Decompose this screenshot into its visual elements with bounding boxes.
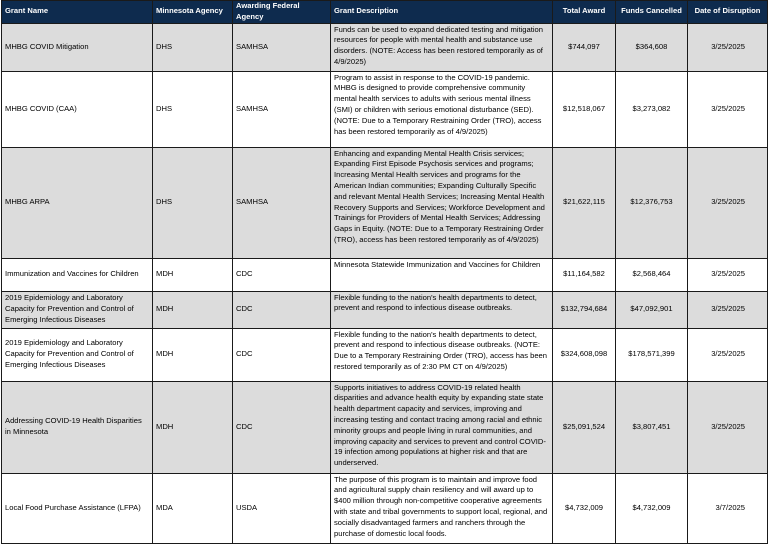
cell-grant-description: Supports initiatives to address COVID-19 related health disparities and advance health equity by expanding state state health department capacity and services, improving and increasing testing and contact tracing among racial and ethnic minority groups and people living in rural communities, and improving capacity and services to prevent and control COVID-19 infection among populations at higher risk and that are underserved. [331, 381, 553, 473]
cell-minnesota-agency: DHS [153, 23, 233, 71]
cell-federal-agency: SAMHSA [233, 71, 331, 147]
cell-grant-name: Addressing COVID-19 Health Disparities in Minnesota [2, 381, 153, 473]
cell-total-award: $744,097 [553, 23, 616, 71]
header-grant-name: Grant Name [2, 1, 153, 24]
cell-grant-name: 2019 Epidemiology and Laboratory Capacity for Prevention and Control of Emerging Infectious Diseases [2, 291, 153, 328]
cell-federal-agency: SAMHSA [233, 23, 331, 71]
cell-grant-description: Flexible funding to the nation's health departments to detect, prevent and respond to infectious disease outbreaks. [331, 291, 553, 328]
table-row [2, 23, 768, 71]
cell-federal-agency: CDC [233, 328, 331, 381]
cell-total-award: $324,608,098 [553, 328, 616, 381]
cell-grant-name: MHBG ARPA [2, 147, 153, 258]
cell-funds-cancelled: $47,092,901 [616, 291, 688, 328]
table-row [2, 147, 768, 258]
cell-grant-name: MHBG COVID (CAA) [2, 71, 153, 147]
cell-federal-agency: CDC [233, 291, 331, 328]
cell-minnesota-agency: MDH [153, 328, 233, 381]
table-row [2, 71, 768, 147]
cell-grant-name: Immunization and Vaccines for Children [2, 258, 153, 291]
cell-federal-agency: USDA [233, 473, 331, 543]
table-row [2, 291, 768, 328]
header-minnesota-agency: Minnesota Agency [153, 1, 233, 24]
cell-funds-cancelled: $3,807,451 [616, 381, 688, 473]
cell-minnesota-agency: MDA [153, 473, 233, 543]
cell-total-award: $11,164,582 [553, 258, 616, 291]
cell-funds-cancelled: $12,376,753 [616, 147, 688, 258]
header-total-award: Total Award [553, 1, 616, 24]
cell-total-award: $132,794,684 [553, 291, 616, 328]
cell-federal-agency: CDC [233, 258, 331, 291]
header-date-of-disruption: Date of Disruption [688, 1, 768, 24]
cell-minnesota-agency: DHS [153, 147, 233, 258]
cell-minnesota-agency: MDH [153, 258, 233, 291]
grants-table [1, 0, 768, 544]
cell-grant-description: Funds can be used to expand dedicated testing and mitigation resources for people with mental health and substance use disorders. (NOTE: Access has been restored temporarily as of 4/9/2025) [331, 23, 553, 71]
table-row [2, 381, 768, 473]
cell-federal-agency: SAMHSA [233, 147, 331, 258]
header-row [2, 1, 768, 24]
cell-grant-name: Local Food Purchase Assistance (LFPA) [2, 473, 153, 543]
cell-minnesota-agency: MDH [153, 381, 233, 473]
cell-date-of-disruption: 3/25/2025 [688, 23, 768, 71]
cell-federal-agency: CDC [233, 381, 331, 473]
cell-minnesota-agency: DHS [153, 71, 233, 147]
header-awarding-federal-agency: Awarding Federal Agency [233, 1, 331, 24]
cell-funds-cancelled: $3,273,082 [616, 71, 688, 147]
header-funds-cancelled: Funds Cancelled [616, 1, 688, 24]
cell-date-of-disruption: 3/25/2025 [688, 328, 768, 381]
cell-total-award: $12,518,067 [553, 71, 616, 147]
cell-date-of-disruption: 3/7/2025 [688, 473, 768, 543]
cell-date-of-disruption: 3/25/2025 [688, 147, 768, 258]
table-row [2, 473, 768, 543]
cell-funds-cancelled: $364,608 [616, 23, 688, 71]
cell-grant-description: Minnesota Statewide Immunization and Vaccines for Children [331, 258, 553, 291]
cell-grant-description: Program to assist in response to the COVID-19 pandemic. MHBG is designed to provide comprehensive community mental health services to adults with serious mental illness (SMI) or children with serious emotional disturbance (SED). (NOTE: Due to a Temporary Restraining Order (TRO), access has been restored temporarily as of 4/9/2025) [331, 71, 553, 147]
cell-grant-name: MHBG COVID Mitigation [2, 23, 153, 71]
cell-date-of-disruption: 3/25/2025 [688, 258, 768, 291]
cell-total-award: $21,622,115 [553, 147, 616, 258]
table-row [2, 328, 768, 381]
cell-date-of-disruption: 3/25/2025 [688, 291, 768, 328]
cell-total-award: $4,732,009 [553, 473, 616, 543]
cell-grant-description: Enhancing and expanding Mental Health Crisis services; Expanding First Episode Psychosis services and programs; Increasing Mental Health services and programs for the American Indian communities; Expanding Culturally Specific and relevant Mental Health Services; Increasing Mental Health Recovery Supports and Services; Workforce Development and Trainings for Providers of Mental Health Services; Addressing Gaps in Equity. (NOTE: Due to a Temporary Restraining Order (TRO), access has been restored temporarily as of 4/9/2025) [331, 147, 553, 258]
table-row [2, 258, 768, 291]
cell-funds-cancelled: $2,568,464 [616, 258, 688, 291]
cell-date-of-disruption: 3/25/2025 [688, 381, 768, 473]
cell-grant-name: 2019 Epidemiology and Laboratory Capacity for Prevention and Control of Emerging Infectious Diseases [2, 328, 153, 381]
header-grant-description: Grant Description [331, 1, 553, 24]
cell-funds-cancelled: $178,571,399 [616, 328, 688, 381]
cell-grant-description: The purpose of this program is to maintain and improve food and agricultural supply chain resiliency and will award up to $400 million through non-competitive cooperative agreements with state and tribal governments to support local, regional, and socially disadvantaged farmers and ranchers through the purchase of domestic local foods. [331, 473, 553, 543]
cell-date-of-disruption: 3/25/2025 [688, 71, 768, 147]
cell-minnesota-agency: MDH [153, 291, 233, 328]
cell-total-award: $25,091,524 [553, 381, 616, 473]
cell-grant-description: Flexible funding to the nation's health departments to detect, prevent and respond to infectious disease outbreaks. (NOTE: Due to a Temporary Restraining Order (TRO), access has been restored temporarily as of 2:30 PM CT on 4/9/2025) [331, 328, 553, 381]
cell-funds-cancelled: $4,732,009 [616, 473, 688, 543]
